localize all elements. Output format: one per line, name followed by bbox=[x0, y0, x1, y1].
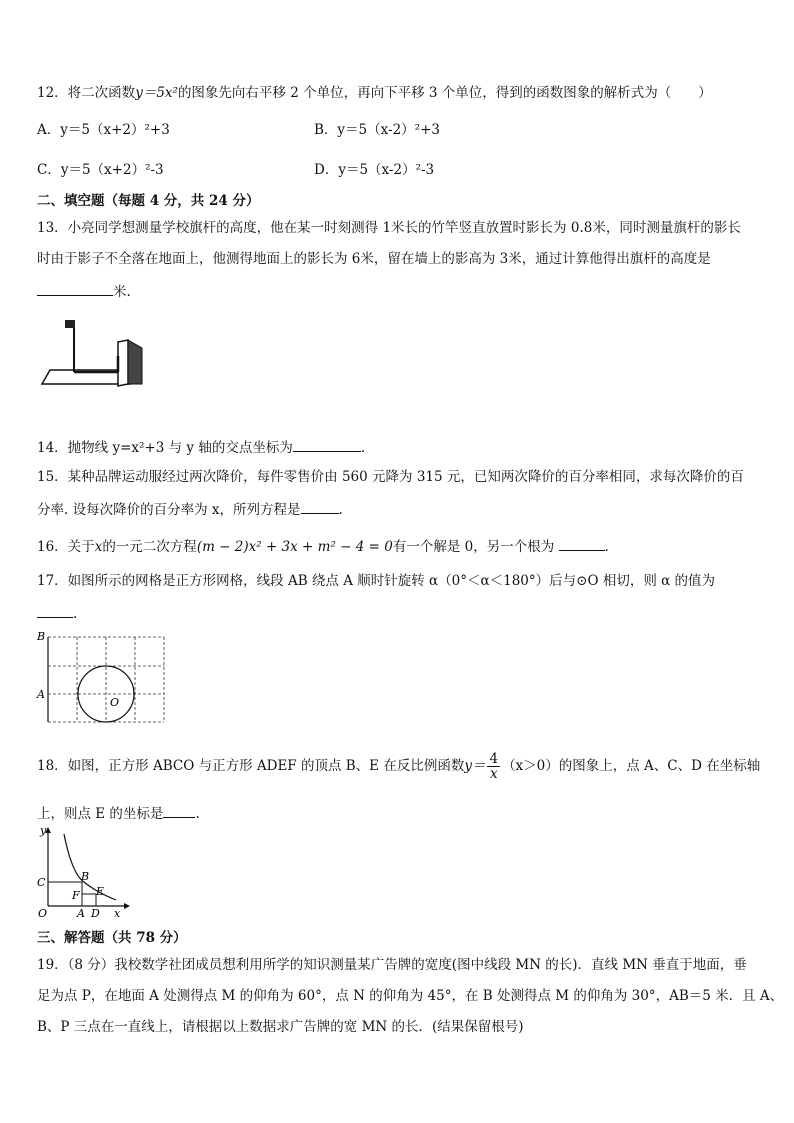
q13-flagpole-figure bbox=[38, 314, 148, 390]
q19-line-1: 19．（8 分）我校数学社团成员想利用所学的知识测量某广告牌的宽度(图中线段 MN 的长)．直线 MN 垂直于地面，垂 bbox=[37, 957, 747, 973]
q15-line-2 bbox=[37, 499, 343, 519]
label-b: B bbox=[81, 870, 90, 883]
q12-option-d bbox=[314, 161, 434, 179]
q16-end: . bbox=[604, 539, 609, 555]
q16-text bbox=[37, 536, 609, 556]
option-label: C． bbox=[37, 162, 61, 178]
q12-option-b bbox=[314, 121, 440, 139]
label-c: C bbox=[37, 876, 46, 889]
option-text: y＝5（x-2）²-3 bbox=[338, 162, 435, 178]
q16-answer-blank bbox=[559, 536, 605, 551]
q15-answer-blank bbox=[301, 499, 339, 514]
q18-line-2 bbox=[37, 803, 200, 823]
q17-line-1: 17．如图所示的网格是正方形网格，线段 AB 绕点 A 顺时针旋转 α（0°＜α＜180°）后与⊙O 相切，则 α 的值为 bbox=[37, 573, 716, 589]
label-d: D bbox=[91, 907, 100, 920]
x-axis-arrow bbox=[124, 903, 130, 909]
section-3-title: 三、解答题（共 78 分） bbox=[37, 930, 187, 946]
q14-end: . bbox=[360, 440, 366, 456]
q15-line-1: 15．某种品牌运动服经过两次降价，每件零售价由 560 元降为 315 元，已知两次降价的百分率相同，求每次降价的百 bbox=[37, 469, 744, 485]
label-b: B bbox=[37, 630, 46, 643]
option-label: A． bbox=[37, 122, 61, 138]
q19-line-3: B、P 三点在一直线上，请根据以上数据求广告牌的宽 MN 的长．(结果保留根号) bbox=[37, 1019, 524, 1035]
q12-stem-part-a: 12．将二次函数 bbox=[37, 85, 136, 101]
q15-end: . bbox=[338, 502, 343, 518]
q12-stem bbox=[37, 84, 712, 102]
q18-stem: 18．如图，正方形 ABCO 与正方形 ADEF 的顶点 B、E 在反比例函数 bbox=[37, 758, 465, 774]
label-e: E bbox=[96, 885, 105, 898]
q13-line-1: 13．小亮同学想测量学校旗杆的高度，他在某一时刻测得 1米长的竹竿竖直放置时影长为 0.8米，同时测量旗杆的影长 bbox=[37, 220, 741, 236]
option-label: B． bbox=[314, 122, 338, 138]
section-2-title: 二、填空题（每题 4 分，共 24 分） bbox=[37, 193, 260, 209]
q18-end: . bbox=[195, 806, 200, 822]
q18-stem-c: 上，则点 E 的坐标是 bbox=[37, 806, 164, 822]
q16-stem-b: 的一元二次方程 bbox=[102, 539, 197, 555]
q16-variable: x bbox=[94, 539, 103, 555]
q18-graph-figure bbox=[34, 826, 134, 920]
option-text: y＝5（x+2）²+3 bbox=[60, 122, 170, 138]
q12-option-c bbox=[37, 161, 164, 179]
q12-option-a bbox=[37, 121, 170, 139]
q18-answer-blank bbox=[163, 803, 195, 818]
q19-line-2: 足为点 P，在地面 A 处测得点 M 的仰角为 60°，点 N 的仰角为 45°，在 B 处测得点 M 的仰角为 30°，AB＝5 米．且 A、 bbox=[37, 988, 784, 1004]
q14-answer-blank bbox=[293, 437, 361, 452]
q18-line-1 bbox=[37, 752, 760, 781]
q15-stem: 分率. 设每次降价的百分率为 x，所列方程是 bbox=[37, 502, 301, 518]
option-text: y＝5（x-2）²+3 bbox=[337, 122, 440, 138]
q18-condition: （x＞0） bbox=[502, 758, 559, 774]
q17-end: . bbox=[73, 606, 78, 622]
q18-stem-b: 的图象上，点 A、C、D 在坐标轴 bbox=[558, 758, 761, 774]
grid-lines bbox=[48, 637, 164, 722]
wall-side bbox=[128, 340, 142, 384]
fraction-numerator: 4 bbox=[489, 751, 499, 767]
q13-line-3 bbox=[37, 281, 131, 301]
option-text: y＝5（x+2）²-3 bbox=[60, 162, 164, 178]
q18-function-lhs: y＝ bbox=[464, 758, 486, 774]
q12-function: y＝5x² bbox=[135, 85, 178, 101]
q17-answer-blank bbox=[37, 603, 73, 618]
flag bbox=[65, 320, 75, 328]
fraction-denominator: x bbox=[489, 766, 498, 782]
q16-stem-a: 16．关于 bbox=[37, 539, 95, 555]
label-x: x bbox=[114, 907, 121, 920]
option-label: D． bbox=[314, 162, 339, 178]
q16-equation: (m − 2)x² + 3x + m² − 4 = 0 bbox=[196, 539, 393, 555]
q16-stem-c: 有一个解是 0，另一个根为 bbox=[392, 539, 555, 555]
q17-grid-figure bbox=[36, 628, 168, 726]
label-y: y bbox=[40, 824, 47, 837]
q12-stem-part-b: 的图象先向右平移 2 个单位，再向下平移 3 个单位，得到的函数图象的解析式为（ ） bbox=[177, 85, 712, 101]
label-f: F bbox=[72, 889, 80, 902]
label-o: O bbox=[110, 696, 120, 709]
square-adef bbox=[82, 894, 96, 906]
q14-stem: 14．抛物线 y=x²+3 与 y 轴的交点坐标为 bbox=[37, 440, 293, 456]
label-o: O bbox=[38, 907, 48, 920]
q14-text bbox=[37, 437, 365, 457]
label-a: A bbox=[77, 907, 85, 920]
q13-answer-blank bbox=[37, 281, 113, 296]
wall-front bbox=[118, 340, 128, 386]
q18-fraction bbox=[487, 752, 500, 781]
q13-unit: 米. bbox=[113, 284, 131, 300]
label-a: A bbox=[37, 688, 45, 701]
q13-line-2: 时由于影子不全落在地面上，他测得地面上的影长为 6米，留在墙上的影高为 3米，通过计算他得出旗杆的高度是 bbox=[37, 251, 711, 267]
q17-line-2 bbox=[37, 603, 77, 623]
